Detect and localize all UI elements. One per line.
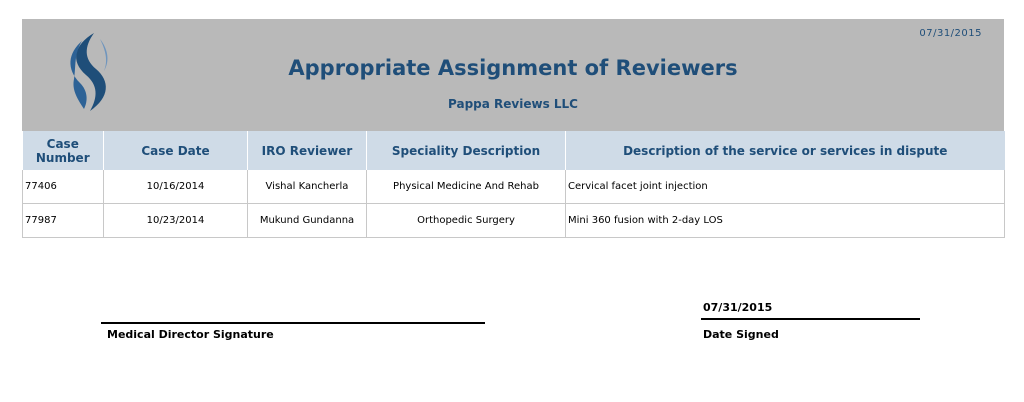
description-cell: Mini 360 fusion with 2-day LOS — [566, 204, 1005, 238]
reviewer-cell: Vishal Kancherla — [248, 170, 367, 204]
speciality-cell: Physical Medicine And Rehab — [367, 170, 566, 204]
case-number-cell: 77987 — [23, 204, 104, 238]
signed-date-value: 07/31/2015 — [703, 301, 773, 314]
column-header-case-number: Case Number — [23, 131, 104, 170]
case-number-cell: 77406 — [23, 170, 104, 204]
column-header-speciality: Speciality Description — [367, 131, 566, 170]
table-row — [23, 170, 1005, 204]
date-signed-label: Date Signed — [703, 328, 779, 341]
signature-label: Medical Director Signature — [107, 328, 274, 341]
table-header-row — [23, 131, 1005, 170]
column-header-description: Description of the service or services in dispute — [566, 131, 1005, 170]
report-header — [22, 19, 1004, 131]
report — [22, 19, 1004, 238]
page-title: Appropriate Assignment of Reviewers — [288, 56, 738, 80]
reviewer-cell: Mukund Gundanna — [248, 204, 367, 238]
report-date: 07/31/2015 — [919, 28, 982, 39]
case-date-cell: 10/23/2014 — [104, 204, 248, 238]
column-header-iro-reviewer: IRO Reviewer — [248, 131, 367, 170]
column-header-case-date: Case Date — [104, 131, 248, 170]
cases-table — [22, 131, 1005, 238]
company-name: Pappa Reviews LLC — [448, 97, 578, 111]
signature-line — [101, 322, 485, 324]
table-row — [23, 204, 1005, 238]
case-date-cell: 10/16/2014 — [104, 170, 248, 204]
description-cell: Cervical facet joint injection — [566, 170, 1005, 204]
speciality-cell: Orthopedic Surgery — [367, 204, 566, 238]
date-signed-line — [701, 318, 920, 320]
